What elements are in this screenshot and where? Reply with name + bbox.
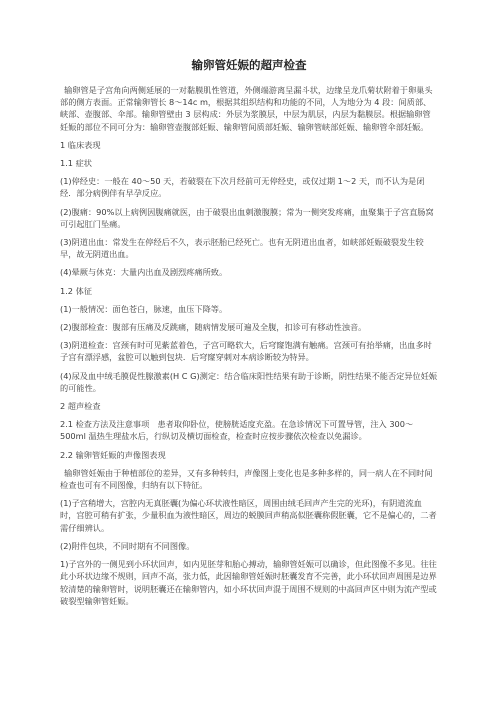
subsection-heading-signs: 1.2 体征 bbox=[60, 285, 92, 296]
section-heading-clinical: 1 临床表现 bbox=[60, 139, 101, 150]
imaging-feature-adnexal-mass: (2)附件包块，不同时期有不同图像。 bbox=[60, 540, 195, 551]
intro-paragraph: 输卵管是子宫角向两侧延展的一对黏膜肌性管道，外侧端游离呈漏斗状，边缘呈龙爪菊状附着于卵巢头部的侧方表面。正常输卵管长 8～14c m，根据其组织结构和功能的不同，人为地分为 4 段：间质部、峡部、壶腹部、伞部。输卵管壁由 3 层构成：外层为浆膜层，中层为肌层，内层为黏膜层。根据输卵管妊娠的部位不同可分为：输卵管壶腹部妊娠、输卵管间质部妊娠、输卵管峡部妊娠、输卵管伞部妊娠。 bbox=[60, 85, 433, 132]
symptom-abdominal-pain: (2)腹痛：90%以上病例因腹痛就医，由于破裂出血刺激腹膜；常为一侧突发疼痛，血聚集于子宫直肠窝可引起肛门坠痛。 bbox=[60, 206, 434, 229]
symptom-vaginal-bleeding: (3)阴道出血：常发生在停经后不久，表示胚胎已经死亡。也有无阴道出血者，如峡部妊娠破裂发生较早，故无阴道出血。 bbox=[60, 237, 424, 260]
subsection-heading-imaging: 2.2 输卵管妊娠的声像图表现 bbox=[60, 449, 166, 460]
symptom-syncope: (4)晕厥与休克：大量内出血及剧烈疼痛所致。 bbox=[60, 267, 228, 278]
imaging-feature-uterus: (1)子宫稍增大，宫腔内无真胚囊(为偏心环状液性暗区，周围由绒毛回声产生完的光环)，有阴道流血时，宫腔可稍有扩张，少量积血为液性暗区，周边的蜕膜回声稍高似胚囊称假胚囊，它不是偏心的，二者需仔细辨认。 bbox=[60, 498, 437, 533]
subsection-heading-symptoms: 1.1 症状 bbox=[60, 158, 92, 169]
sign-hcg-test: (4)尿及血中绒毛膜促性腺激素(H C G)测定：结合临床阳性结果有助于诊断，阴性结果不能否定异位妊娠的可能性。 bbox=[60, 370, 438, 393]
sign-general: (1)一般情况：面色苍白，脉速，血压下降等。 bbox=[60, 303, 228, 314]
symptom-amenorrhea: (1)停经史：一般在 40～50 天，若破裂在下次月经前可无停经史，或仅过期 1～2 天，而不认为是闭经．部分病例伴有早孕反应。 bbox=[60, 176, 425, 199]
section-heading-ultrasound: 2 超声检查 bbox=[60, 401, 101, 412]
imaging-intro: 输卵管妊娠由于种植部位的差异，又有多种转归，声像图上变化也是多种多样的，同一病人在不同时间检查也可有不同图像，归纳有以下特征。 bbox=[60, 467, 433, 491]
sign-abdominal-exam: (2)腹部检查：腹部有压痛及反跳痛，随病情发展可遍及全腹，扣诊可有移动性浊音。 bbox=[60, 322, 367, 333]
document-title: 输卵管妊娠的超声检查 bbox=[191, 58, 307, 72]
imaging-feature-ring: 1)子宫外的一侧见到小环状回声，如内见胚芽和胎心搏动，输卵管妊娠可以确诊，但此图像不多见。往往此小环状边缘不规则，回声不高，张力低，此因输卵管妊娠时胚囊发育不完善，此小环状回声周围是边界较清楚的输卵管时，说明胚囊还在输卵管内，如小环状回声混于周围不规则的中高回声区中则为流产型或破裂型输卵管妊娠。 bbox=[60, 559, 437, 606]
sign-vaginal-exam: (3)阴道检查：宫颈有时可见紫蓝着色，子宫可略软大，后穹窿饱满有触痛。宫颈可有抬举痛，出血多时子宫有漂浮感，盆腔可以触到包块．后穹窿穿刺对本病诊断较为特异。 bbox=[60, 340, 432, 363]
exam-method-paragraph: 2.1 检查方法及注意事项 患者取仰卧位，使膀胱适度充盈。在急诊情况下可置导管，注入 300～500ml 温热生理盐水后，行纵切及横切面检查，检查时应按步骤依次检查以免漏诊。 bbox=[60, 419, 414, 442]
